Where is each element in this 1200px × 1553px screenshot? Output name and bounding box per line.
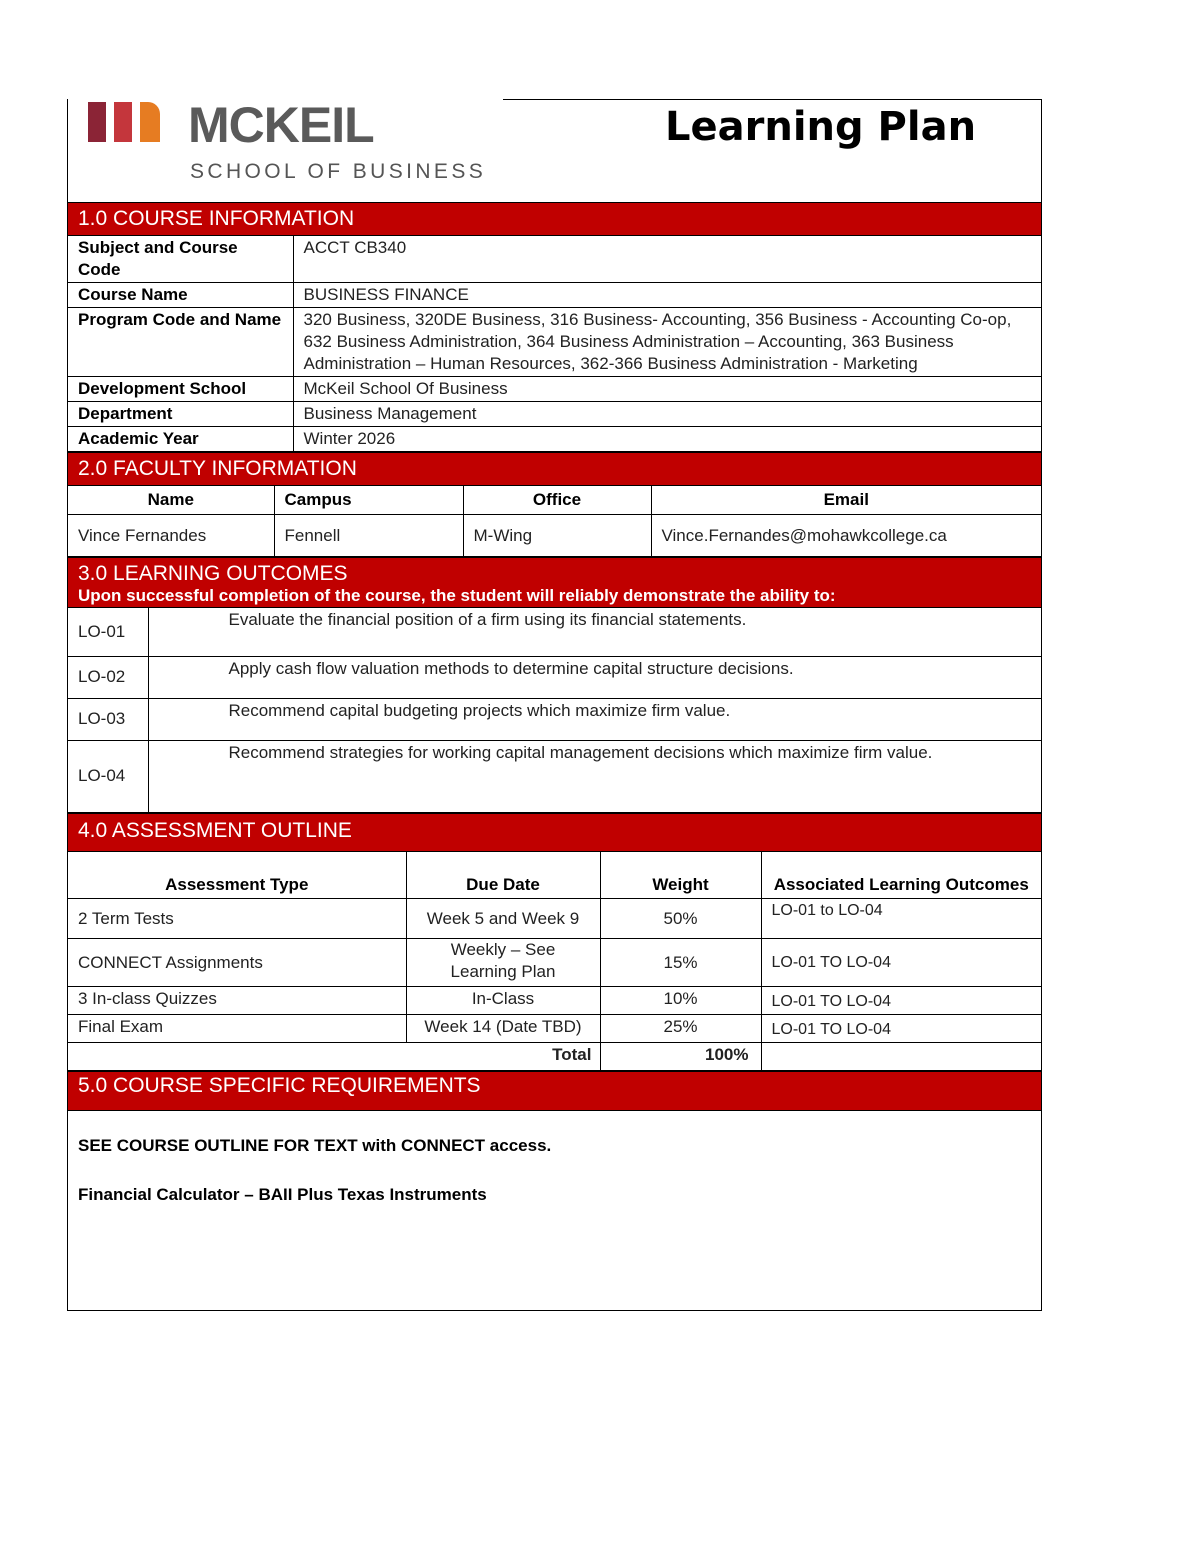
- assessment-due-date: Week 5 and Week 9: [406, 899, 600, 939]
- faculty-email-link[interactable]: Vince.Fernandes@mohawkcollege.ca: [651, 515, 1041, 557]
- assessment-outcomes: LO-01 TO LO-04: [761, 1015, 1041, 1043]
- assessment-table: [68, 852, 1041, 1072]
- table-row: [68, 308, 1041, 377]
- assessment-outcomes: LO-01 to LO-04: [761, 899, 1041, 939]
- column-header: Email: [651, 486, 1041, 515]
- assessment-outcomes: LO-01 TO LO-04: [761, 939, 1041, 987]
- table-row: [68, 608, 1041, 656]
- assessment-weight: 15%: [600, 939, 761, 987]
- assessment-due-date: In-Class: [406, 987, 600, 1015]
- assessment-weight: 50%: [600, 899, 761, 939]
- table-row: [68, 236, 1041, 283]
- column-header: Weight: [600, 852, 761, 899]
- table-row: [68, 515, 1041, 557]
- column-header: Name: [68, 486, 274, 515]
- column-header: Office: [463, 486, 651, 515]
- table-row: [68, 939, 1041, 987]
- table-row: [68, 377, 1041, 402]
- table-row: [68, 1015, 1041, 1043]
- outcome-code: LO-04: [68, 740, 148, 812]
- outcome-code: LO-02: [68, 656, 148, 698]
- requirement-text: SEE COURSE OUTLINE FOR TEXT with CONNECT access.: [78, 1136, 552, 1155]
- requirements-body: [68, 1111, 1041, 1310]
- outcome-text: Apply cash flow valuation methods to determine capital structure decisions.: [148, 656, 1041, 698]
- course-field-value: BUSINESS FINANCE: [293, 283, 1041, 308]
- course-field-label: Subject and Course Code: [68, 236, 293, 283]
- section-course-requirements: 5.0 COURSE SPECIFIC REQUIREMENTS: [68, 1071, 1041, 1111]
- table-row: [68, 987, 1041, 1015]
- assessment-due-date: Week 14 (Date TBD): [406, 1015, 600, 1043]
- column-header: Due Date: [406, 852, 600, 899]
- section-assessment-outline: 4.0 ASSESSMENT OUTLINE: [68, 813, 1041, 852]
- faculty-name: Vince Fernandes: [68, 515, 274, 557]
- column-header: Associated Learning Outcomes: [761, 852, 1041, 899]
- table-row: [68, 698, 1041, 740]
- course-field-value: 320 Business, 320DE Business, 316 Business- Accounting, 356 Business - Accounting Co-op, 632 Business Administration, 364 Business Administration – Accounting, 363 Business Administration – Human Resources, 362-366 Business Administration - Marketing: [293, 308, 1041, 377]
- table-row: [68, 656, 1041, 698]
- table-total-row: [68, 1043, 1041, 1071]
- outcome-code: LO-01: [68, 608, 148, 656]
- faculty-table: [68, 486, 1041, 557]
- assessment-outcomes: LO-01 TO LO-04: [761, 987, 1041, 1015]
- section-subtitle: Upon successful completion of the course, the student will reliably demonstrate the ability to:: [78, 586, 836, 605]
- table-row: [68, 427, 1041, 452]
- section-course-information: 1.0 COURSE INFORMATION: [68, 203, 1041, 236]
- assessment-type: 2 Term Tests: [68, 899, 406, 939]
- outcome-text: Recommend capital budgeting projects which maximize firm value.: [148, 698, 1041, 740]
- course-field-value: McKeil School Of Business: [293, 377, 1041, 402]
- table-header-row: [68, 486, 1041, 515]
- page-title: Learning Plan: [665, 104, 977, 150]
- logo-bars-icon: [88, 100, 168, 150]
- column-header: Assessment Type: [68, 852, 406, 899]
- mckeil-logo: [88, 97, 508, 196]
- table-row: [68, 740, 1041, 812]
- course-field-value: Winter 2026: [293, 427, 1041, 452]
- section-learning-outcomes: [68, 557, 1041, 608]
- outcome-text: Evaluate the financial position of a firm using its financial statements.: [148, 608, 1041, 656]
- document-frame: [67, 99, 1042, 1311]
- assessment-due-date: Weekly – See Learning Plan: [406, 939, 600, 987]
- assessment-type: CONNECT Assignments: [68, 939, 406, 987]
- table-row: [68, 899, 1041, 939]
- column-header: Campus: [274, 486, 463, 515]
- course-field-label: Academic Year: [68, 427, 293, 452]
- total-label: Total: [406, 1043, 600, 1071]
- assessment-weight: 25%: [600, 1015, 761, 1043]
- section-title: 3.0 LEARNING OUTCOMES: [78, 562, 348, 585]
- course-field-label: Development School: [68, 377, 293, 402]
- assessment-weight: 10%: [600, 987, 761, 1015]
- section-faculty-information: 2.0 FACULTY INFORMATION: [68, 452, 1041, 486]
- table-header-row: [68, 852, 1041, 899]
- logo-wordmark: MCKEIL: [188, 97, 374, 153]
- course-info-table: [68, 236, 1041, 452]
- course-field-label: Department: [68, 402, 293, 427]
- course-field-label: Course Name: [68, 283, 293, 308]
- course-field-label: Program Code and Name: [68, 308, 293, 377]
- outcome-code: LO-03: [68, 698, 148, 740]
- assessment-type: Final Exam: [68, 1015, 406, 1043]
- learning-plan-document: [67, 99, 1042, 1311]
- requirement-text: Financial Calculator – BAII Plus Texas Instruments: [78, 1185, 487, 1204]
- total-value: 100%: [600, 1043, 761, 1071]
- table-row: [68, 283, 1041, 308]
- document-header: [68, 97, 1041, 203]
- learning-outcomes-table: [68, 608, 1041, 813]
- table-row: [68, 402, 1041, 427]
- faculty-campus: Fennell: [274, 515, 463, 557]
- course-field-value: ACCT CB340: [293, 236, 1041, 283]
- course-field-value: Business Management: [293, 402, 1041, 427]
- faculty-office: M-Wing: [463, 515, 651, 557]
- assessment-type: 3 In-class Quizzes: [68, 987, 406, 1015]
- logo-subtitle: SCHOOL OF BUSINESS: [190, 160, 487, 183]
- outcome-text: Recommend strategies for working capital management decisions which maximize firm value.: [148, 740, 1041, 812]
